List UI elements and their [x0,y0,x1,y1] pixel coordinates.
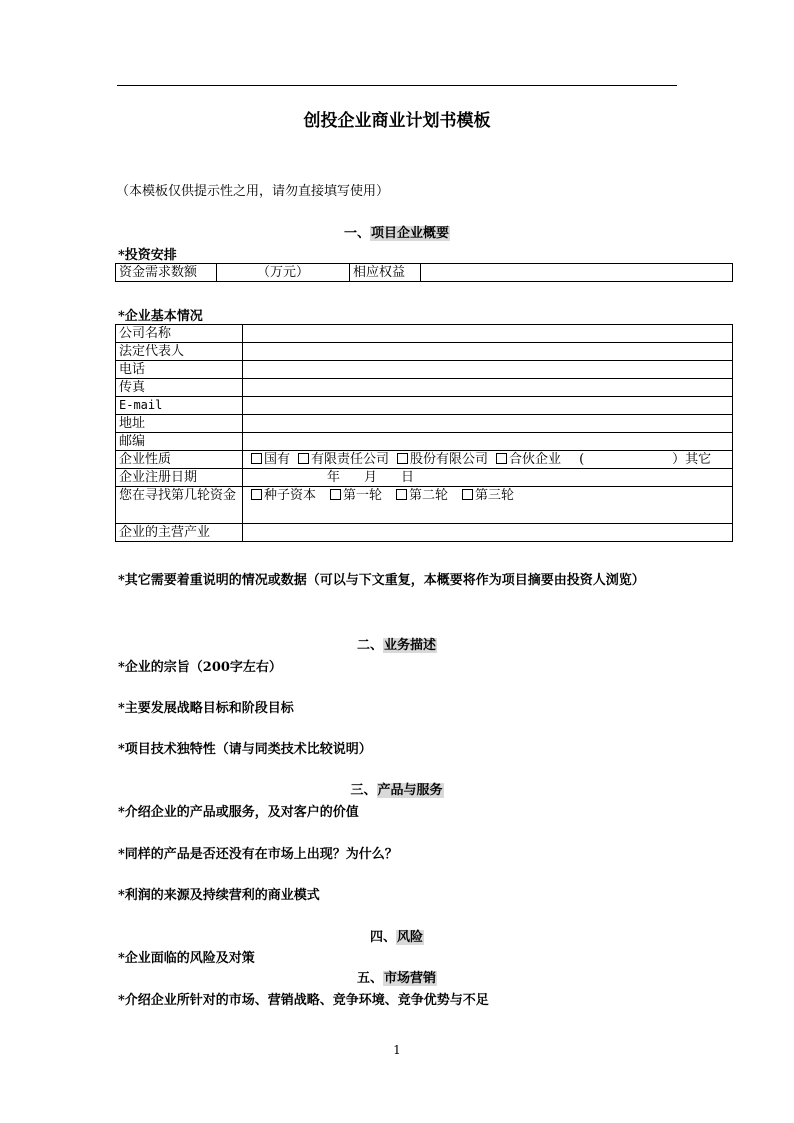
section-5-name: 市场营销 [384,971,437,986]
section-4-heading [0,926,794,945]
nature-option[interactable] [397,452,488,467]
section-1-heading [0,222,794,241]
row-label-legal-rep: 法定代表人 [116,343,243,361]
checkbox-icon [496,453,507,464]
row-label-fax: 传真 [116,379,243,397]
row-label-phone: 电话 [116,361,243,379]
nature-option[interactable] [496,452,561,467]
round-option-label: 种子资本 [264,488,317,503]
page-number: 1 [393,1043,401,1057]
template-note: （本模板仅供提示性之用，请勿直接填写使用） [116,184,390,199]
investment-table [115,263,733,282]
section-1-name: 项目企业概要 [371,226,450,241]
round-option-label: 第三轮 [475,488,515,503]
round-options [243,487,733,524]
profit-prompt: *利润的来源及持续营利的商业模式 [118,888,320,903]
table-row [116,325,733,343]
goals-prompt: *主要发展战略目标和阶段目标 [118,701,294,716]
round-option[interactable] [462,488,514,503]
row-label-postcode: 邮编 [116,433,243,451]
nature-option-label: 有限责任公司 [311,452,390,467]
funding-label: 资金需求数额 [116,264,217,282]
table-row [116,433,733,451]
section-1-number: 一、 [343,226,370,241]
checkbox-icon [298,453,309,464]
legal-rep-field[interactable] [243,343,733,361]
section-4-number: 四、 [369,930,396,945]
header-rule [117,85,677,86]
market-exist-prompt: *同样的产品是否还没有在市场上出现？为什么？ [118,847,398,862]
nature-option[interactable] [298,452,389,467]
tech-prompt: *项目技术独特性（请与同类技术比较说明） [118,742,372,757]
page-title: 创投企业商业计划书模板 [303,111,491,131]
funding-unit: （万元） [256,265,309,280]
round-option[interactable] [330,488,382,503]
nature-options [243,451,733,469]
table-row [116,343,733,361]
company-table [115,324,733,542]
checkbox-icon [397,453,408,464]
date-year: 年 [327,470,341,485]
round-option-label: 第二轮 [409,488,449,503]
checkbox-icon [251,489,262,500]
phone-field[interactable] [243,361,733,379]
row-label-name: 公司名称 [116,325,243,343]
nature-other-open: ( [579,452,585,467]
row-label-email: E-mail [116,397,243,415]
marketing-prompt: *介绍企业所针对的市场、营销战略、竞争环境、竞争优势与不足 [118,993,489,1008]
nature-other-close: ）其它 [672,452,712,467]
postcode-field[interactable] [243,433,733,451]
section-3-number: 三、 [350,783,377,798]
address-field[interactable] [243,415,733,433]
checkbox-icon [251,453,262,464]
section-4-name: 风险 [397,930,424,945]
products-prompt: *介绍企业的产品或服务，及对客户的价值 [118,805,359,820]
reg-date-field[interactable] [243,469,733,487]
checkbox-icon [462,489,473,500]
risk-prompt: *企业面临的风险及对策 [118,951,255,966]
table-row [116,451,733,469]
table-row [116,361,733,379]
nature-option-label: 股份有限公司 [410,452,489,467]
investment-heading: *投资安排 [118,248,177,263]
section-2-name: 业务描述 [384,638,437,653]
funding-amount-cell[interactable] [217,264,350,282]
equity-value-cell[interactable] [421,264,733,282]
nature-option[interactable] [251,452,290,467]
email-field[interactable] [243,397,733,415]
table-row [116,397,733,415]
table-row [116,469,733,487]
mission-prompt: *企业的宗旨（200字左右） [118,660,282,675]
round-option[interactable] [396,488,448,503]
section-5-heading [0,967,794,986]
nature-option-label: 合伙企业 [509,452,562,467]
round-option-label: 第一轮 [343,488,383,503]
company-heading: *企业基本情况 [118,309,203,324]
section-5-number: 五、 [356,971,383,986]
date-day: 日 [401,470,415,485]
table-row [116,524,733,542]
table-row [116,415,733,433]
section-3-heading [0,779,794,798]
industry-field[interactable] [243,524,733,542]
checkbox-icon [396,489,407,500]
equity-label: 相应权益 [350,264,421,282]
section-3-name: 产品与服务 [377,783,443,798]
other-info-prompt: *其它需要着重说明的情况或数据（可以与下文重复，本概要将作为项目摘要由投资人浏览） [118,573,645,588]
nature-option-label: 国有 [264,452,291,467]
table-row [116,487,733,524]
round-option[interactable] [251,488,316,503]
table-row [116,379,733,397]
row-label-round: 您在寻找第几轮资金 [116,487,243,524]
row-label-nature: 企业性质 [116,451,243,469]
row-label-reg-date: 企业注册日期 [116,469,243,487]
fax-field[interactable] [243,379,733,397]
checkbox-icon [330,489,341,500]
company-name-field[interactable] [243,325,733,343]
section-2-number: 二、 [356,638,383,653]
section-2-heading [0,634,794,653]
row-label-industry: 企业的主营产业 [116,524,243,542]
row-label-address: 地址 [116,415,243,433]
date-month: 月 [364,470,378,485]
